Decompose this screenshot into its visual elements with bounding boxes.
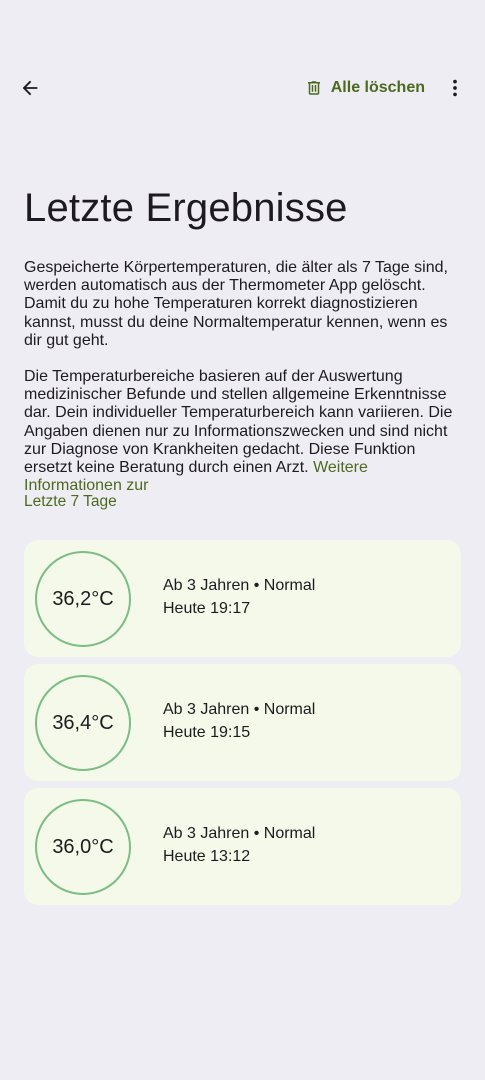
more-options-button[interactable] <box>437 70 473 106</box>
result-category: Ab 3 Jahren • Normal <box>163 577 316 594</box>
info-disclaimer-scroll[interactable] <box>24 368 464 495</box>
delete-all-button[interactable] <box>305 66 425 110</box>
arrow-back-icon <box>19 77 41 99</box>
info-text <box>24 259 464 368</box>
temperature-value: 36,0°C <box>52 835 114 858</box>
temperature-circle <box>35 551 131 647</box>
result-timestamp: Heute 19:17 <box>163 600 251 617</box>
result-category: Ab 3 Jahren • Normal <box>163 825 316 842</box>
more-info-link[interactable]: Weitere Informationen zur <box>24 459 368 495</box>
temperature-circle <box>35 675 131 771</box>
temperature-value: 36,2°C <box>52 587 114 610</box>
info-paragraph-storage: Gespeicherte Körpertemperaturen, die älter als 7 Tage sind, werden automatisch aus der Thermometer App gelöscht. Damit du zu hohe Temperaturen korrekt diagnostizieren kannst, musst du deine Normaltemperatur kennen, wenn es dir gut geht. <box>24 259 448 349</box>
temperature-value: 36,4°C <box>52 711 114 734</box>
more-vert-icon <box>444 77 466 99</box>
top-app-bar <box>0 66 485 110</box>
delete-all-label: Alle löschen <box>330 79 425 96</box>
result-timestamp: Heute 19:15 <box>163 724 251 741</box>
page-title: Letzte Ergebnisse <box>24 186 348 230</box>
back-button[interactable] <box>12 70 48 106</box>
result-category: Ab 3 Jahren • Normal <box>163 701 316 718</box>
result-card[interactable] <box>24 540 461 657</box>
result-timestamp: Heute 13:12 <box>163 848 251 865</box>
section-label-last-7-days: Letzte 7 Tage <box>24 493 117 510</box>
trash-icon <box>305 79 323 97</box>
temperature-circle <box>35 799 131 895</box>
result-card[interactable] <box>24 664 461 781</box>
result-card[interactable] <box>24 788 461 905</box>
info-paragraph-disclaimer: Die Temperaturbereiche basieren auf der Auswertung medizinischer Befunde und stellen allgemeine Erkenntnisse dar. Dein individueller Temperaturbereich kann variieren. Die Angaben dienen nur zu Informationszwecken und sind nicht zur Diagnose von Krankheiten gedacht. Diese Funktion ersetzt keine Beratung durch einen Arzt. <box>24 368 453 477</box>
